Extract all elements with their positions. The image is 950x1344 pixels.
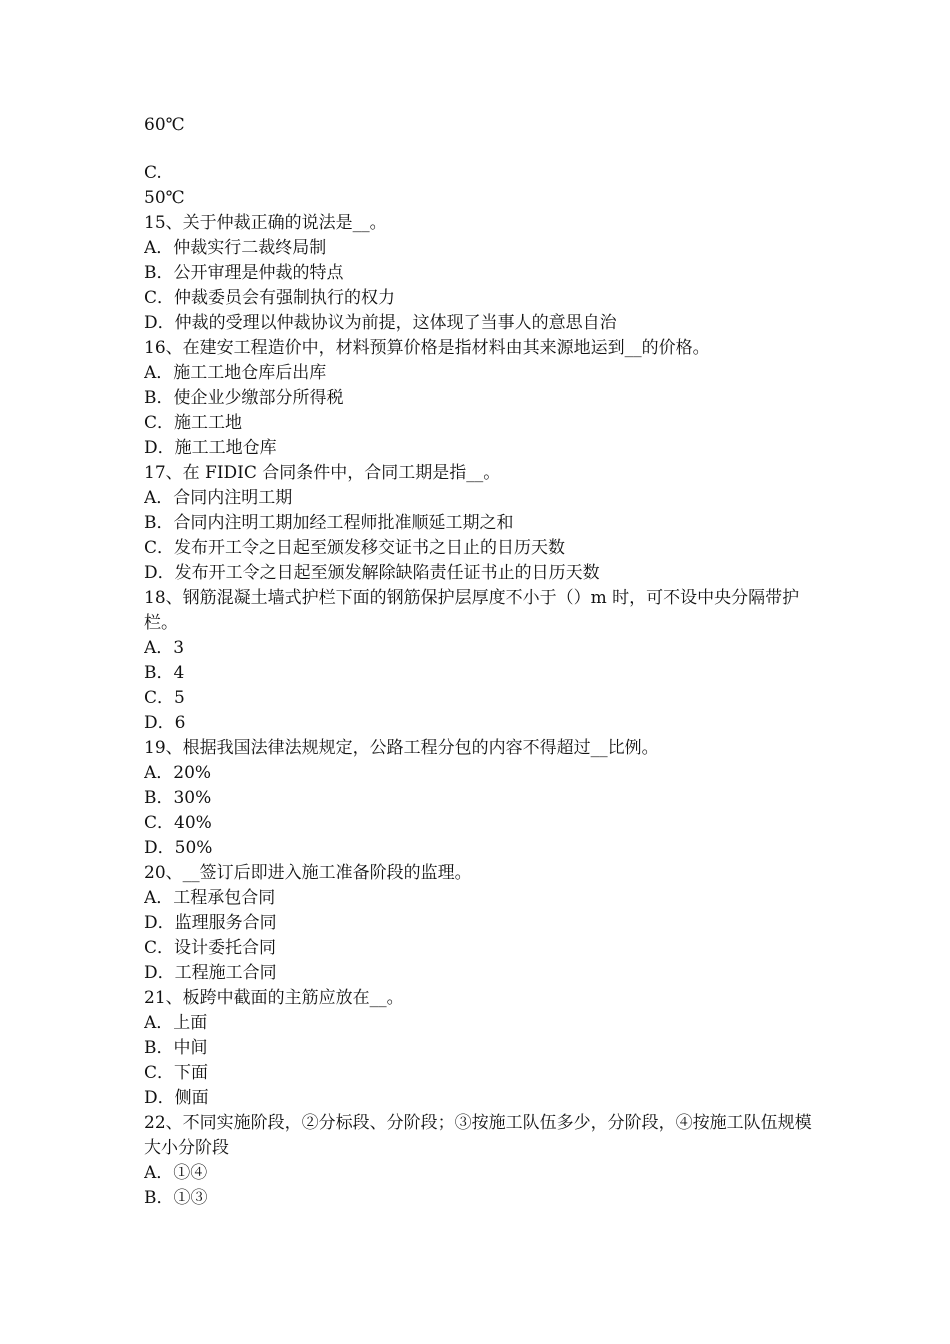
option-line: D．6 (144, 713, 186, 733)
option-line: A．仲裁实行二裁终局制 (144, 238, 327, 258)
option-line: B．①③ (144, 1188, 208, 1208)
option-line: B．合同内注明工期加经工程师批准顺延工期之和 (144, 513, 514, 533)
option-line: D．施工工地仓库 (144, 438, 277, 458)
option-line: A．工程承包合同 (144, 888, 276, 908)
option-line: C．仲裁委员会有强制执行的权力 (144, 288, 396, 308)
option-line: A．上面 (144, 1013, 208, 1033)
option-line: C．5 (144, 688, 185, 708)
question-21: 21、板跨中截面的主筋应放在__。 (144, 988, 404, 1008)
option-line: B．公开审理是仲裁的特点 (144, 263, 344, 283)
question-17: 17、在 FIDIC 合同条件中，合同工期是指__。 (144, 463, 501, 483)
option-line: D．仲裁的受理以仲裁协议为前提，这体现了当事人的意思自治 (144, 313, 617, 333)
question-22: 22、不同实施阶段，②分标段、分阶段；③按施工队伍多少，分阶段，④按施工队伍规模大小分阶段 (144, 1113, 812, 1158)
question-15: 15、关于仲裁正确的说法是__。 (144, 213, 387, 233)
option-line: B．中间 (144, 1038, 208, 1058)
option-line: A．合同内注明工期 (144, 488, 293, 508)
option-line: A．20% (144, 763, 212, 783)
text-line: 50℃ (144, 188, 185, 208)
option-line: C．设计委托合同 (144, 938, 277, 958)
option-line: D．50% (144, 838, 213, 858)
text-line: C. (144, 163, 162, 183)
question-18: 18、钢筋混凝土墙式护栏下面的钢筋保护层厚度不小于（）m 时，可不设中央分隔带护栏。 (144, 588, 800, 633)
option-line: C．40% (144, 813, 212, 833)
option-line: C．下面 (144, 1063, 209, 1083)
question-19: 19、根据我国法律法规规定，公路工程分包的内容不得超过__比例。 (144, 738, 659, 758)
option-line: B．使企业少缴部分所得税 (144, 388, 344, 408)
option-line: D．侧面 (144, 1088, 209, 1108)
document-body (144, 113, 812, 1211)
option-line: A．3 (144, 638, 185, 658)
option-line: A．施工工地仓库后出库 (144, 363, 327, 383)
option-line: C．发布开工令之日起至颁发移交证书之日止的日历天数 (144, 538, 566, 558)
text-line: 60℃ (144, 115, 185, 135)
question-20: 20、__签订后即进入施工准备阶段的监理。 (144, 863, 472, 883)
option-line: A．①④ (144, 1163, 208, 1183)
blank-line (144, 138, 812, 161)
option-line: C．施工工地 (144, 413, 243, 433)
question-16: 16、在建安工程造价中，材料预算价格是指材料由其来源地运到__的价格。 (144, 338, 710, 358)
option-line: B．30% (144, 788, 212, 808)
option-line: D．发布开工令之日起至颁发解除缺陷责任证书止的日历天数 (144, 563, 600, 583)
option-line: B．4 (144, 663, 185, 683)
option-line: D．工程施工合同 (144, 963, 277, 983)
option-line: D．监理服务合同 (144, 913, 277, 933)
